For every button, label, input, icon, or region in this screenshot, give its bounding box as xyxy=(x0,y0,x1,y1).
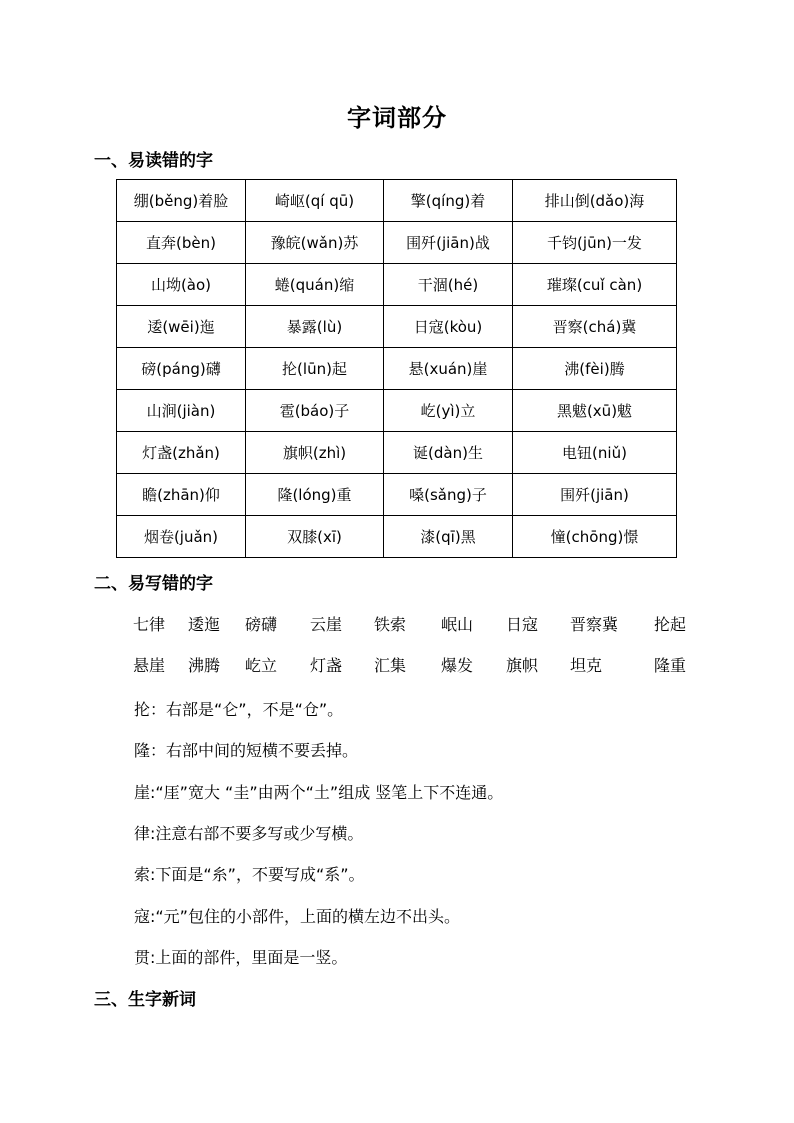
note-suo: 索:下面是“糸”，不要写成“系”。 xyxy=(134,865,365,884)
word-item: 晋察冀 xyxy=(570,615,619,634)
section-heading-new-words: 三、生字新词 xyxy=(94,990,196,1010)
table-row xyxy=(117,264,677,306)
table-cell: 电钮(niǔ) xyxy=(513,432,677,474)
note-lv: 律:注意右部不要多写或少写横。 xyxy=(134,824,364,843)
table-cell: 围歼(jiān) xyxy=(513,474,677,516)
word-item: 悬崖 xyxy=(133,656,166,675)
table-row xyxy=(117,348,677,390)
table-cell: 沸(fèi)腾 xyxy=(513,348,677,390)
word-item: 日寇 xyxy=(506,615,539,634)
table-row xyxy=(117,180,677,222)
table-row xyxy=(117,306,677,348)
table-cell: 直奔(bèn) xyxy=(117,222,246,264)
table-cell: 绷(běng)着脸 xyxy=(117,180,246,222)
table-cell: 瞻(zhān)仰 xyxy=(117,474,246,516)
misread-characters-table xyxy=(116,179,677,558)
table-cell: 雹(báo)子 xyxy=(246,390,384,432)
word-item: 铁索 xyxy=(374,615,407,634)
table-cell: 诞(dàn)生 xyxy=(384,432,513,474)
table-cell: 黑魃(xū)魃 xyxy=(513,390,677,432)
section-heading-easy-to-miswrite: 二、易写错的字 xyxy=(94,574,213,594)
table-row xyxy=(117,474,677,516)
table-cell: 抡(lūn)起 xyxy=(246,348,384,390)
table-row xyxy=(117,516,677,558)
table-cell: 排山倒(dǎo)海 xyxy=(513,180,677,222)
table-cell: 灯盏(zhǎn) xyxy=(117,432,246,474)
table-cell: 千钧(jūn)一发 xyxy=(513,222,677,264)
table-cell: 山坳(ào) xyxy=(117,264,246,306)
word-item: 隆重 xyxy=(654,656,687,675)
table-cell: 旗帜(zhì) xyxy=(246,432,384,474)
note-ya: 崖:“厓”宽大 “圭”由两个“土”组成 竖笔上下不连通。 xyxy=(134,783,504,802)
table-cell: 磅(páng)礴 xyxy=(117,348,246,390)
table-cell: 烟卷(juǎn) xyxy=(117,516,246,558)
miswrite-words-row-2 xyxy=(116,653,706,677)
table-row xyxy=(117,390,677,432)
word-item: 沸腾 xyxy=(188,656,221,675)
table-cell: 隆(lóng)重 xyxy=(246,474,384,516)
note-long: 隆：右部中间的短横不要丢掉。 xyxy=(134,741,359,760)
word-item: 云崖 xyxy=(310,615,343,634)
table-row xyxy=(117,432,677,474)
table-cell: 双膝(xī) xyxy=(246,516,384,558)
table-cell: 蜷(quán)缩 xyxy=(246,264,384,306)
table-cell: 屹(yì)立 xyxy=(384,390,513,432)
word-item: 汇集 xyxy=(374,656,407,675)
table-cell: 憧(chōng)憬 xyxy=(513,516,677,558)
note-kou: 寇:“元”包住的小部件，上面的横左边不出头。 xyxy=(134,907,460,926)
table-cell: 逶(wēi)迤 xyxy=(117,306,246,348)
word-item: 灯盏 xyxy=(310,656,343,675)
table-row xyxy=(117,222,677,264)
table-cell: 悬(xuán)崖 xyxy=(384,348,513,390)
note-guan: 贯:上面的部件，里面是一竖。 xyxy=(134,948,348,967)
word-item: 逶迤 xyxy=(188,615,221,634)
table-cell: 干涸(hé) xyxy=(384,264,513,306)
word-item: 磅礴 xyxy=(245,615,278,634)
table-cell: 漆(qī)黑 xyxy=(384,516,513,558)
miswrite-words-row-1 xyxy=(116,612,706,636)
table-cell: 璀璨(cuǐ càn) xyxy=(513,264,677,306)
word-item: 七律 xyxy=(133,615,166,634)
table-cell: 擎(qíng)着 xyxy=(384,180,513,222)
table-cell: 日寇(kòu) xyxy=(384,306,513,348)
word-item: 抡起 xyxy=(654,615,687,634)
note-lun: 抡：右部是“仑”，不是“仓”。 xyxy=(134,700,344,719)
table-cell: 嗓(sǎng)子 xyxy=(384,474,513,516)
word-item: 岷山 xyxy=(441,615,474,634)
table-cell: 崎岖(qí qū) xyxy=(246,180,384,222)
table-cell: 围歼(jiān)战 xyxy=(384,222,513,264)
word-item: 旗帜 xyxy=(506,656,539,675)
section-heading-easy-to-misread: 一、易读错的字 xyxy=(94,151,213,171)
table-cell: 豫皖(wǎn)苏 xyxy=(246,222,384,264)
table-cell: 暴露(lù) xyxy=(246,306,384,348)
word-item: 坦克 xyxy=(570,656,603,675)
word-item: 屹立 xyxy=(245,656,278,675)
table-cell: 晋察(chá)冀 xyxy=(513,306,677,348)
table-cell: 山涧(jiàn) xyxy=(117,390,246,432)
page-title: 字词部分 xyxy=(347,104,447,132)
word-item: 爆发 xyxy=(441,656,474,675)
